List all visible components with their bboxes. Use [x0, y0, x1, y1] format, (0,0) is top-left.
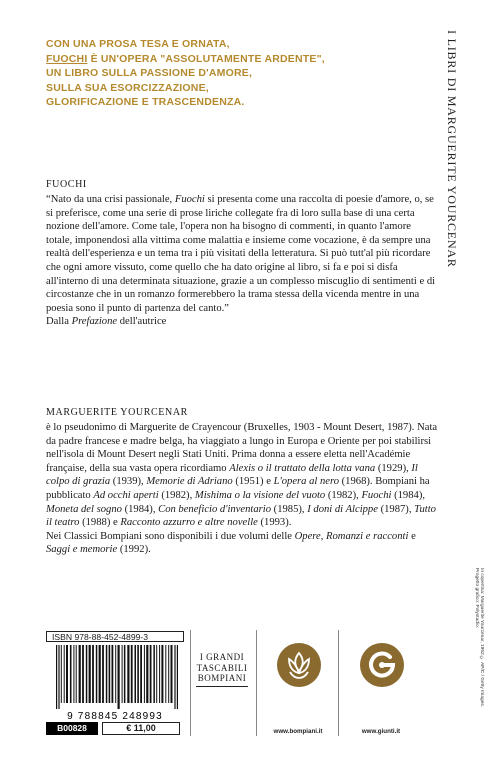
- bio-text: (1984),: [121, 503, 159, 515]
- barcode-bar: [109, 645, 111, 703]
- bompiani-url[interactable]: www.bompiani.it: [273, 728, 323, 735]
- work-title: Ad occhi aperti: [93, 489, 159, 501]
- section-title-author: MARGUERITE YOURCENAR: [46, 407, 188, 418]
- section-title-fuochi: FUOCHI: [46, 179, 87, 190]
- blurb-line-2-rest: È UN'OPERA "ASSOLUTAMENTE ARDENTE",: [87, 52, 325, 65]
- blurb-line-3: UN LIBRO SULLA PASSIONE D'AMORE,: [46, 67, 253, 80]
- bio-text: (1987),: [377, 503, 415, 515]
- blurb-line-4: SULLA SUA ESORCIZZAZIONE,: [46, 81, 209, 94]
- price-row: [46, 722, 184, 735]
- barcode-bar: [56, 645, 57, 709]
- barcode-bar: [127, 645, 129, 703]
- cover-credits: [474, 568, 484, 707]
- bio-text: (1988) e: [79, 517, 121, 529]
- work-title: L'opera al nero: [273, 476, 339, 488]
- barcode-bar: [82, 645, 84, 703]
- barcode-bar: [146, 645, 148, 703]
- quote-rest: si presenta come una raccolta di poesie d'amore, o, se si preferisce, come una serie di prose liriche collegate fra di loro sulla base di una certa nozione dell'amore. Come tale, l'opera non ha bisogno di commenti, in quanto l'amore totale, imponendosi alla vittima come malattia e insieme come vocazione, è da sempre una realtà dell'esperienza e un tema tra i più visitati della letteratura. Si può tutt'al più ricordare che ogni amore vissuto, come quello che ha dato origine al libro, si fa e poi si disfa all'interno di una determinata situazione, grazie a un complesso miscuglio di sentimenti e di circostanze che in un romanzo formerebbero la trama stessa della vicenda mentre in una poesia sono il punto di partenza del canto.”: [46, 194, 436, 314]
- barcode-bar: [168, 645, 169, 703]
- barcode-bar: [66, 645, 68, 703]
- barcode-bar: [135, 645, 137, 703]
- bio-text: (1984),: [391, 489, 425, 501]
- bio-text: (1982),: [325, 489, 362, 501]
- bio-text: e: [408, 530, 416, 542]
- bio-paragraph: [46, 421, 438, 530]
- barcode-bar: [92, 645, 94, 703]
- giunti-swirl-icon: [359, 641, 405, 693]
- bio-text: (1951) e: [232, 476, 274, 488]
- blurb-line-2: [46, 52, 366, 67]
- barcode-bar: [131, 645, 133, 703]
- giunti-logo: [358, 641, 406, 701]
- price-badge: € 11,00: [102, 722, 180, 735]
- bio-text: (1985),: [271, 503, 308, 515]
- work-title: Con beneficio d'inventario: [158, 503, 272, 515]
- barcode-bar: [174, 645, 175, 709]
- quote-start: “Nato da una crisi passionale,: [46, 194, 175, 205]
- barcode-image: [46, 643, 184, 721]
- author-bio: [46, 421, 438, 557]
- work-title: Tutto il teatro: [46, 503, 436, 529]
- barcode-bar: [144, 645, 145, 703]
- bio-text: Nei Classici Bompiani sono disponibili i due volumi delle: [46, 530, 295, 542]
- series-line-1: I GRANDI: [199, 652, 245, 662]
- work-title: Memorie di Adriano: [146, 476, 233, 488]
- barcode-bar: [159, 645, 160, 703]
- giunti-url[interactable]: www.giunti.it: [361, 728, 401, 735]
- series-logo: [196, 652, 248, 687]
- barcode-bar: [112, 645, 114, 703]
- series-line-3: BOMPIANI: [197, 673, 247, 683]
- barcode-bar: [70, 645, 72, 703]
- bio-text: (1968). Bompiani ha pubblicato: [46, 476, 430, 501]
- work-title: Alexis o il trattato della lotta vana: [229, 462, 376, 474]
- cover-blurb: [46, 37, 366, 110]
- barcode-bar: [150, 645, 152, 703]
- product-code-badge: B00828: [46, 722, 98, 735]
- barcode-bar: [64, 645, 65, 703]
- bio-text: è lo pseudonimo di Marguerite de Crayencour (Bruxelles, 1903 - Mount Desert, 1987). Nata da padre francese e madre belga, ha viaggiato a lungo in Europa e Oriente per poi stabilirsi nell'isola di Mount Desert negli Stati Uniti. Prima donna a essere eletta nell'Académie française, della sua vasta opera ricordiamo: [46, 422, 438, 474]
- barcode-bar: [140, 645, 142, 703]
- barcode-bar: [76, 645, 77, 703]
- barcode-bar: [96, 645, 98, 703]
- isbn-label: ISBN 978-88-452-4899-3: [46, 631, 184, 642]
- work-title: Il colpo di grazia: [46, 462, 418, 488]
- bompiani-flower-icon: [276, 641, 322, 693]
- bio-text: (1992).: [117, 544, 151, 556]
- source-c: dell'autrice: [117, 316, 167, 328]
- barcode-bar: [171, 645, 173, 703]
- barcode-bar: [124, 645, 126, 703]
- divider: [338, 630, 339, 736]
- photo-credit: In copertina: Marguerite Yourcenar, 1952 © AP/C / Getty Images.: [479, 568, 484, 708]
- source-b: Prefazione: [71, 316, 118, 328]
- graphic-credit: Progetto grafico: Polystudio.: [474, 568, 479, 628]
- work-title: I doni di Alcippe: [307, 503, 378, 515]
- classici-paragraph: [46, 530, 438, 557]
- blurb-title: FUOCHI: [46, 52, 88, 65]
- barcode-digits: 9 788845 248993: [67, 711, 163, 721]
- barcode-bar: [122, 645, 123, 703]
- barcode-bar: [86, 645, 88, 703]
- work-title: Racconto azzurro e altre novelle: [120, 517, 258, 529]
- barcode-bar: [115, 645, 116, 703]
- barcode-bars: [56, 645, 178, 709]
- work-title: Opere, Romanzi e racconti: [294, 530, 409, 542]
- bio-text: (1982),: [158, 489, 195, 501]
- quote-source: [46, 315, 438, 329]
- preface-quote: [46, 193, 438, 329]
- bio-text: (1993).: [257, 517, 292, 529]
- barcode-block: [46, 631, 184, 737]
- blurb-line-1: CON UNA PROSA TESA E ORNATA,: [46, 38, 230, 50]
- barcode-bar: [102, 645, 104, 703]
- work-title: Saggi e memorie: [46, 544, 118, 556]
- source-a: Dalla: [46, 316, 72, 328]
- divider: [256, 630, 257, 736]
- barcode-bar: [99, 645, 101, 703]
- barcode-bar: [153, 645, 155, 703]
- barcode-bar: [73, 645, 74, 703]
- preface-paragraph: [46, 193, 438, 315]
- barcode-bar: [156, 645, 157, 703]
- bompiani-logo: [275, 641, 323, 701]
- barcode-bar: [165, 645, 166, 703]
- barcode-bar: [106, 645, 108, 703]
- barcode-bar: [137, 645, 139, 703]
- work-title: Moneta del sogno: [46, 503, 122, 515]
- barcode-bar: [177, 645, 178, 709]
- barcode-bar: [89, 645, 91, 703]
- bio-text: (1939),: [110, 476, 147, 488]
- series-line-2: TASCABILI: [196, 662, 248, 673]
- barcode-bar: [161, 645, 163, 703]
- quote-title: Fuochi: [174, 194, 205, 205]
- barcode-bar: [58, 645, 59, 709]
- bio-text: (1929),: [375, 462, 412, 474]
- divider: [190, 630, 191, 736]
- barcode-bar: [61, 645, 62, 703]
- blurb-line-5: GLORIFICAZIONE E TRASCENDENZA.: [46, 96, 245, 109]
- series-vertical-title: I LIBRI DI MARGUERITE YOURCENAR: [445, 30, 459, 268]
- barcode-bar: [79, 645, 81, 703]
- work-title: Mishima o la visione del vuoto: [194, 489, 326, 501]
- work-title: Fuochi: [361, 489, 392, 501]
- barcode-bar: [118, 645, 120, 709]
